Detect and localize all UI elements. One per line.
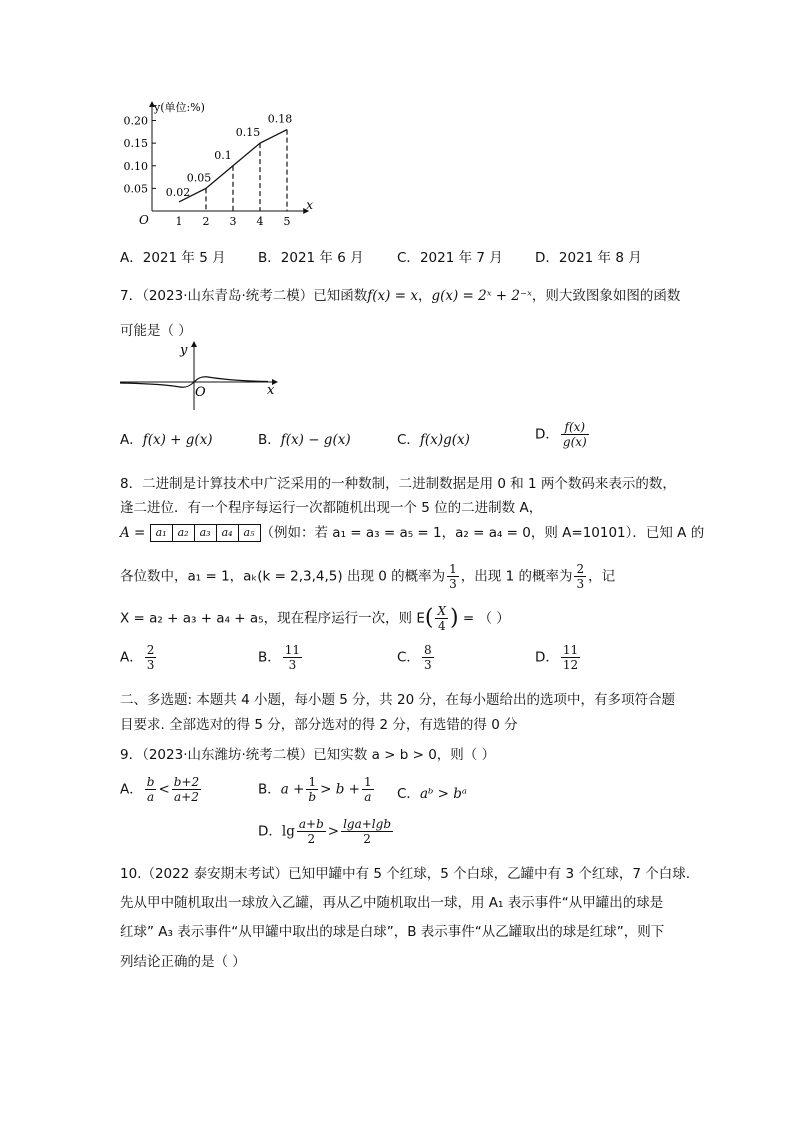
option-fraction bbox=[561, 643, 580, 672]
q7-option-a[interactable] bbox=[120, 430, 213, 450]
q7-sep: ， bbox=[417, 288, 432, 304]
fraction-numerator: 11 bbox=[284, 643, 301, 657]
function-graph bbox=[118, 340, 283, 412]
fraction-denominator: a bbox=[364, 790, 372, 804]
fraction-denominator: a+2 bbox=[174, 790, 199, 804]
fraction-denominator: 3 bbox=[423, 658, 432, 672]
origin-label: O bbox=[139, 213, 149, 227]
fraction bbox=[306, 775, 318, 804]
q8-line4 bbox=[120, 562, 615, 591]
fraction-numerator: 2 bbox=[576, 562, 585, 576]
operator: < bbox=[158, 781, 170, 798]
fraction bbox=[297, 817, 326, 846]
option-label: B． bbox=[258, 781, 281, 798]
option-text: f(x)g(x) bbox=[419, 432, 470, 448]
y-tick-label: 0.05 bbox=[123, 182, 148, 196]
fraction bbox=[145, 775, 157, 804]
option-label: D． bbox=[535, 426, 559, 443]
option-label: A． bbox=[120, 432, 143, 448]
digit-box: a₄ bbox=[217, 525, 239, 541]
graph-x-label: x bbox=[267, 383, 275, 398]
q9-stem: 9．（2023·山东潍坊·统考二模）已知实数 a > b > 0，则（ ） bbox=[120, 747, 496, 763]
q7-gx: g(x) = 2ˣ + 2⁻ˣ bbox=[431, 288, 532, 304]
fraction-denominator: 12 bbox=[562, 658, 579, 672]
fraction-denominator: 4 bbox=[437, 619, 446, 633]
q10-line1: 10.（2022 泰安期末考试）已知甲罐中有 5 个红球，5 个白球，乙罐中有 3 个红球，7 个白球. bbox=[120, 866, 691, 882]
fraction bbox=[435, 604, 448, 633]
option-label: D． bbox=[258, 823, 282, 840]
q8-option-d[interactable] bbox=[535, 643, 582, 672]
q7-option-b[interactable] bbox=[258, 430, 351, 450]
fraction-numerator: 1 bbox=[449, 562, 457, 576]
q6-option-b[interactable] bbox=[258, 248, 364, 268]
fraction-numerator: 11 bbox=[562, 643, 579, 657]
option-text: 2021 年 8 月 bbox=[558, 250, 642, 266]
fraction bbox=[362, 775, 374, 804]
option-text: 2021 年 6 月 bbox=[280, 250, 364, 266]
fraction-numerator: X bbox=[437, 604, 447, 618]
q7-option-d[interactable] bbox=[535, 420, 591, 449]
q10-line4: 列结论正确的是（ ） bbox=[120, 954, 246, 970]
section2-line2: 目要求. 全部选对的得 5 分，部分选对的得 2 分，有选错的得 0 分 bbox=[120, 717, 518, 733]
option-label: B． bbox=[258, 432, 281, 448]
q7-prefix: 7．（2023·山东青岛·统考二模）已知函数 bbox=[120, 288, 368, 304]
option-fraction bbox=[422, 643, 434, 672]
option-fraction bbox=[145, 643, 157, 672]
y-tick-label: 0.10 bbox=[123, 159, 148, 173]
graph-origin-label: O bbox=[195, 385, 206, 400]
option-label: D． bbox=[535, 649, 559, 666]
binary-digit-boxes bbox=[150, 524, 261, 542]
q10-line2: 先从甲中随机取出一球放入乙罐，再从乙中随机取出一球，用 A₁ 表示事件“从甲罐出的球是 bbox=[120, 895, 664, 911]
fraction-denominator: b bbox=[308, 790, 317, 804]
line-chart bbox=[112, 100, 322, 240]
option-label: A． bbox=[120, 250, 143, 266]
option-label: C． bbox=[397, 786, 420, 802]
digit-box: a₂ bbox=[173, 525, 195, 541]
q9-option-d[interactable] bbox=[258, 817, 395, 846]
expr-text: a + bbox=[280, 781, 305, 798]
operator: > bbox=[327, 823, 340, 840]
option-fraction bbox=[561, 420, 589, 449]
option-text: f(x) − g(x) bbox=[280, 432, 351, 448]
fraction bbox=[574, 562, 586, 591]
q9-option-c[interactable] bbox=[397, 784, 467, 804]
option-label: B． bbox=[258, 250, 281, 266]
fraction-numerator: 2 bbox=[146, 643, 155, 657]
q7-stem-line2: 可能是（ ） bbox=[120, 323, 192, 339]
q7-stem-line1 bbox=[120, 286, 680, 306]
q8-option-a[interactable] bbox=[120, 643, 158, 672]
fraction-denominator: a bbox=[147, 790, 155, 804]
graph-y-arrow bbox=[191, 341, 197, 347]
fraction-numerator: 1 bbox=[363, 775, 372, 789]
x-tick-label: 4 bbox=[256, 215, 264, 228]
section2-line1: 二、多选题: 本题共 4 小题，每小题 5 分，共 20 分，在每小题给出的选项中，有多项符合题 bbox=[120, 692, 675, 708]
data-label: 0.1 bbox=[214, 148, 232, 162]
data-label: 0.02 bbox=[165, 185, 191, 199]
fraction-numerator: lga+lgb bbox=[343, 817, 392, 831]
q8-option-b[interactable] bbox=[258, 643, 304, 672]
x-tick-label: 1 bbox=[175, 215, 183, 228]
fraction bbox=[341, 817, 393, 846]
option-label: B． bbox=[258, 649, 281, 666]
fraction-numerator: 1 bbox=[306, 775, 318, 790]
digit-box: a₅ bbox=[243, 526, 255, 539]
option-fraction bbox=[283, 643, 302, 672]
data-label: 0.05 bbox=[186, 171, 212, 185]
q8-line5-prefix: X = a₂ + a₃ + a₄ + a₅，现在程序运行一次，则 E bbox=[120, 610, 425, 627]
y-tick-label: 0.15 bbox=[123, 137, 148, 151]
fraction-numerator: a+b bbox=[298, 817, 324, 831]
q8-line5-suffix: = （ ） bbox=[458, 610, 510, 627]
q7-option-c[interactable] bbox=[397, 430, 470, 450]
q8-line5: X = a₂ + a₃ + a₄ + a₅，现在程序运行一次，则 E( $\frac{X}{4}$ ) = （ ） bbox=[120, 604, 510, 633]
option-label: D． bbox=[535, 250, 559, 266]
y-tick-label: 0.20 bbox=[123, 114, 148, 128]
x-tick-label: 2 bbox=[202, 215, 210, 228]
option-label: A． bbox=[120, 781, 143, 798]
fraction-denominator: 3 bbox=[146, 658, 155, 672]
q8-line2: 逢二进位．有一个程序每运行一次都随机出现一个 5 位的二进制数 A， bbox=[120, 500, 543, 516]
digit-box: a₃ bbox=[195, 525, 217, 541]
fraction-numerator: f(x) bbox=[561, 420, 589, 435]
option-label: A． bbox=[120, 649, 143, 666]
q6-option-c[interactable] bbox=[397, 248, 503, 268]
fraction-numerator: 8 bbox=[423, 643, 432, 657]
q8-option-c[interactable] bbox=[397, 643, 436, 672]
option-text: f(x) + g(x) bbox=[142, 432, 213, 448]
fraction bbox=[172, 775, 201, 804]
fraction-denominator: 2 bbox=[307, 832, 316, 846]
q8-line3-suffix: （例如：若 a₁ = a₃ = a₅ = 1，a₂ = a₄ = 0，则 A=10101）．已知 A 的 bbox=[260, 525, 705, 541]
q10-line3: 红球” A₃ 表示事件“从甲罐中取出的球是白球”，B 表示事件“从乙罐取出的球是红球”，则下 bbox=[120, 924, 665, 940]
fraction-denominator: 3 bbox=[449, 577, 457, 591]
q8-line3 bbox=[120, 523, 704, 543]
q8-line4-mid: ，出现 1 的概率为 bbox=[460, 568, 573, 585]
fraction-denominator: 3 bbox=[576, 577, 585, 591]
q8-line1: 8．二进制是计算技术中广泛采用的一种数制，二进制数据是用 0 和 1 两个数码来表示的数， bbox=[120, 476, 676, 492]
fraction bbox=[447, 562, 459, 591]
q8-line4-suffix: ，记 bbox=[588, 568, 616, 585]
option-label: C． bbox=[397, 649, 420, 666]
expr-text: > b + bbox=[320, 781, 360, 798]
fraction-denominator: g(x) bbox=[562, 435, 587, 449]
digit-box: a₁ bbox=[151, 525, 173, 541]
x-tick-label: 5 bbox=[283, 215, 291, 228]
q7-fx: f(x) = x bbox=[367, 288, 418, 304]
option-label: C． bbox=[397, 250, 420, 266]
option-label: C． bbox=[397, 432, 420, 448]
q9-option-a[interactable] bbox=[120, 775, 203, 804]
q6-option-d[interactable] bbox=[535, 248, 642, 268]
graph-y-label: y bbox=[180, 343, 188, 358]
expr-text: lg bbox=[281, 823, 295, 840]
fraction-denominator: 3 bbox=[288, 658, 297, 672]
q7-suffix: ，则大致图象如图的函数 bbox=[531, 288, 681, 304]
q9-option-b[interactable] bbox=[258, 775, 376, 804]
data-label: 0.15 bbox=[235, 126, 261, 140]
x-tick-label: 3 bbox=[229, 215, 237, 228]
fraction-numerator: b+2 bbox=[173, 775, 200, 789]
expr-text: aᵇ > bᵃ bbox=[419, 786, 467, 802]
data-label: 0.18 bbox=[267, 112, 293, 126]
q8-line4-prefix: 各位数中，a₁ = 1，aₖ(k = 2,3,4,5) 出现 0 的概率为 bbox=[120, 568, 446, 585]
fraction-denominator: 2 bbox=[363, 832, 371, 846]
fraction-numerator: b bbox=[146, 775, 155, 789]
option-text: 2021 年 5 月 bbox=[142, 250, 226, 266]
x-axis-label: x bbox=[306, 198, 313, 212]
q8-a-eq: A = bbox=[120, 525, 146, 541]
q6-option-a[interactable] bbox=[120, 248, 226, 268]
option-text: 2021 年 7 月 bbox=[419, 250, 503, 266]
y-axis-label: y(单位:%) bbox=[154, 101, 205, 114]
